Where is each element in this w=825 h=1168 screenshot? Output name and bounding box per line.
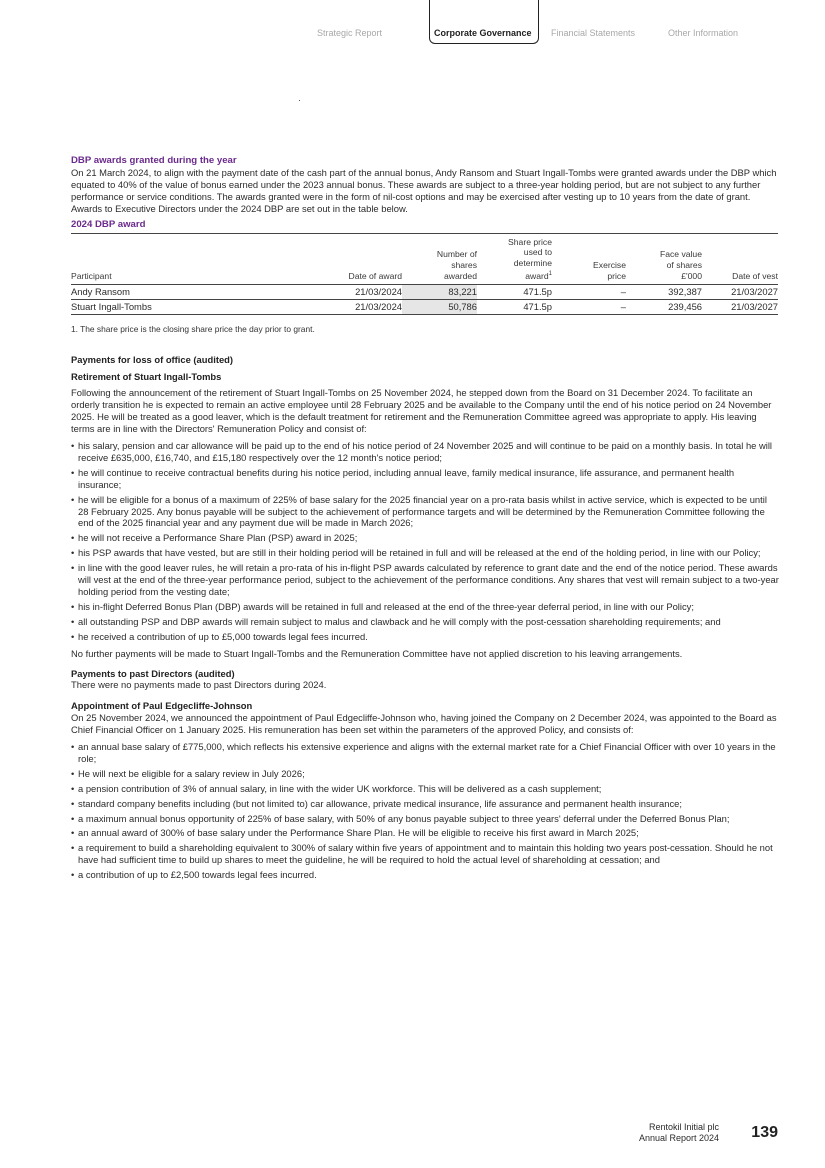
col-shares-awarded: Number of shares awarded (402, 233, 477, 284)
col-participant: Participant (71, 233, 271, 284)
table-row (71, 299, 778, 314)
loss-subheading: Retirement of Stuart Ingall-Tombs (71, 371, 222, 383)
table-row (71, 284, 778, 299)
footnote-ref: 1 (548, 271, 552, 278)
page-number: 139 (751, 1124, 778, 1141)
past-heading: Payments to past Directors (audited) (71, 667, 235, 679)
table-footnote: 1. The share price is the closing share price the day prior to grant. (71, 323, 315, 334)
list-item: • in line with the good leaver rules, he will retain a pro-rata of his in-flight PSP awards calculated by reference to grant date and the end of the notice period. These awards will vest at the end of the three-year performance period, subject to the achievement of the performance conditions. Any shares that vest will remain subject to a two-year holding period from the vesting date; (71, 562, 779, 598)
cell-participant: Stuart Ingall-Tombs (71, 299, 271, 314)
tab-other-information[interactable]: Other Information (668, 28, 739, 38)
tab-corporate-governance[interactable]: Corporate Governance (429, 0, 539, 44)
col-date-of-vest: Date of vest (702, 233, 778, 284)
list-item: • he will be eligible for a bonus of a maximum of 225% of base salary for the 2025 financial year on a pro-rata basis whilst in active service, which is expected to be until 28 February 2025. Any bonus payable will be subject to the achievement of performance targets and will be determined by the Remuneration Committee following the end of the 2025 financial year and any payment due will be made in March 2026; (71, 494, 779, 530)
footer-report: Annual Report 2024 (638, 1132, 719, 1143)
dbp-heading: DBP awards granted during the year (71, 155, 237, 166)
cell-participant: Andy Ransom (71, 284, 271, 299)
tab-strategic-report[interactable]: Strategic Report (317, 28, 383, 38)
footer-company: Rentokil Initial plc (648, 1122, 719, 1132)
dbp-table-section (71, 219, 779, 336)
cell-price: 471.5p (477, 284, 552, 299)
cell-vest: 21/03/2027 (702, 284, 778, 299)
stray-dot (299, 100, 300, 101)
cell-date: 21/03/2024 (271, 284, 402, 299)
list-item: • a requirement to build a shareholding equivalent to 300% of salary within five years of appointment and to maintain this holding two years post-cessation. Should he not have had sufficient time to build up shares to meet the guideline, he will be required to hold the actual level of shareholding at cessation; and (71, 842, 779, 866)
list-item: • standard company benefits including (but not limited to) car allowance, private medical insurance, life assurance and permanent health insurance; (71, 798, 779, 810)
cell-face: 239,456 (626, 299, 702, 314)
col-face-value: Face value of shares £'000 (626, 233, 702, 284)
dbp-section (71, 155, 779, 215)
cell-exercise: – (552, 299, 626, 314)
loss-closing: No further payments will be made to Stuart Ingall-Tombs and the Remuneration Committee have not applied discretion to his leaving arrangements. (71, 647, 683, 659)
list-item: • all outstanding PSP and DBP awards will remain subject to malus and clawback and he will comply with the post-cessation shareholding requirements; and (71, 616, 779, 628)
table-header-row (71, 233, 778, 284)
col-exercise-price: Exercise price (552, 233, 626, 284)
list-item: • he will not receive a Performance Share Plan (PSP) award in 2025; (71, 532, 779, 544)
cell-price: 471.5p (477, 299, 552, 314)
cell-exercise: – (552, 284, 626, 299)
cell-shares: 50,786 (402, 299, 477, 314)
page-footer (639, 1122, 746, 1143)
appoint-heading: Appointment of Paul Edgecliffe-Johnson (71, 700, 253, 712)
loss-intro: Following the announcement of the retirement of Stuart Ingall-Tombs on 25 November 2024, he stepped down from the Board on 31 December 2024. To facilitate an orderly transition he is expected to remain an active employee until 28 February 2025 and be available to the Company until the end of his notice period on 24 November 2025. He will be treated as a good leaver, which is the default treatment for retirement and the Remuneration Committee agreed was appropriate to apply. His leaving terms are in line with the Directors' Remuneration Policy and consist of: (71, 387, 772, 435)
dbp-paragraph: On 21 March 2024, to align with the payment date of the cash part of the annual bonus, Andy Ransom and Stuart Ingall-Tombs were granted awards under the DBP which equated to 40% of the value of bonus earned under the 2023 annual bonus. These awards are subject to a three-year holding period, but are not subject to any further performance or service conditions. The awards granted were in the form of nil-cost options and may be exercised after vesting up to 10 years from the date of grant. Awards to Executive Directors under the 2024 DBP are set out in the table below. (71, 167, 777, 214)
list-item: • his in-flight Deferred Bonus Plan (DBP) awards will be retained in full and released at the end of the three-year deferral period, in line with our Policy; (71, 601, 779, 613)
past-directors-section (71, 668, 779, 692)
loss-terms-list (71, 440, 779, 643)
page-content (71, 155, 779, 881)
col-share-price: Share price used to determine award$^1$ (477, 233, 552, 284)
loss-heading: Payments for loss of office (audited) (71, 353, 234, 365)
cell-date: 21/03/2024 (271, 299, 402, 314)
list-item: • a maximum annual bonus opportunity of 225% of base salary, with 50% of any bonus payable subject to three years' deferral under the Deferred Bonus Plan; (71, 813, 779, 825)
cell-shares: 83,221 (402, 284, 477, 299)
loss-of-office-section (71, 354, 779, 660)
tab-financial-statements[interactable]: Financial Statements (551, 28, 636, 38)
list-item: • he will continue to receive contractual benefits during his notice period, including annual leave, family medical insurance, life assurance, and permanent health insurance; (71, 467, 779, 491)
list-item: • his PSP awards that have vested, but are still in their holding period will be retained in full and will be released at the end of the holding period, in line with our Policy; (71, 547, 779, 559)
table-title: 2024 DBP award (71, 218, 146, 230)
appoint-terms-list (71, 741, 779, 881)
dbp-award-table (71, 233, 778, 315)
cell-face: 392,387 (626, 284, 702, 299)
list-item: • a pension contribution of 3% of annual salary, in line with the wider UK workforce. This will be delivered as a cash supplement; (71, 783, 779, 795)
list-item: • he received a contribution of up to £5,000 towards legal fees incurred. (71, 631, 779, 643)
col-date-of-award: Date of award (271, 233, 402, 284)
past-body: There were no payments made to past Directors during 2024. (71, 679, 327, 691)
cell-vest: 21/03/2027 (702, 299, 778, 314)
appoint-intro: On 25 November 2024, we announced the appointment of Paul Edgecliffe-Johnson who, having joined the Company on 2 December 2024, was appointed to the Board as Chief Financial Officer on 1 January 2025. His remuneration has been set within the parameters of the approved Policy, and consists of: (71, 712, 777, 736)
list-item: • an annual base salary of £775,000, which reflects his extensive experience and aligns with the external market rate for a Chief Financial Officer with over 10 years in the role; (71, 741, 779, 765)
list-item: • an annual award of 300% of base salary under the Performance Share Plan. He will be eligible to receive his first award in March 2025; (71, 827, 779, 839)
section-tabs (0, 0, 825, 46)
list-item: • a contribution of up to £2,500 towards legal fees incurred. (71, 869, 779, 881)
list-item: • He will next be eligible for a salary review in July 2026; (71, 768, 779, 780)
list-item: • his salary, pension and car allowance will be paid up to the end of his notice period of 24 November 2025 and will continue to be paid on a monthly basis. In total he will receive £635,000, £16,740, and £15,180 respectively over the 12 month's notice period; (71, 440, 779, 464)
appointment-section (71, 700, 779, 881)
